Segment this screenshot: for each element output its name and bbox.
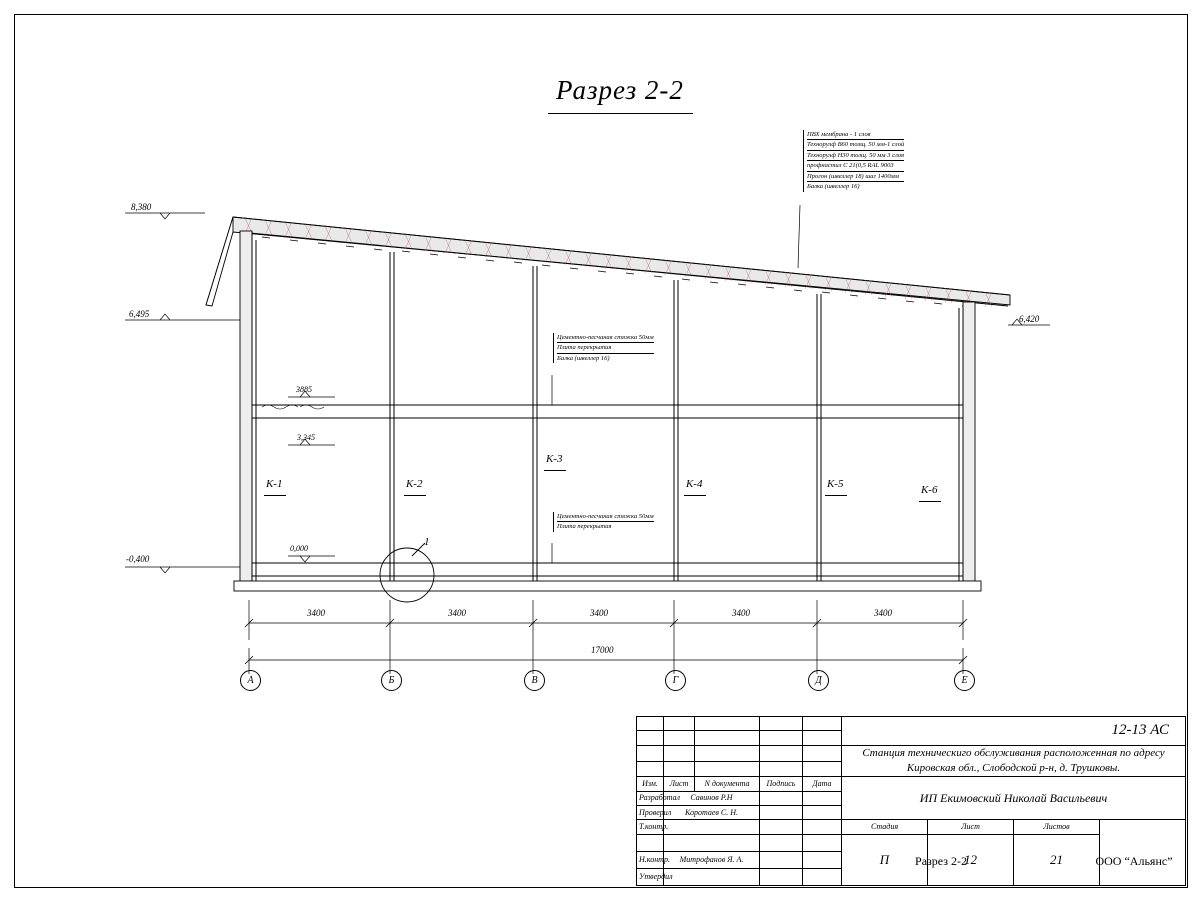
col-header-doc: N документа	[695, 777, 760, 791]
elevation-mark: 6,495	[129, 309, 150, 319]
col-header-sign: Подпись	[760, 777, 803, 791]
elevation-mark: 3,345	[297, 433, 315, 442]
sheets-value: 21	[1050, 852, 1063, 868]
column-mark: К-6	[921, 484, 938, 496]
note-line: Цементно-песчаная стяжка 50мм	[557, 333, 654, 343]
company-cell	[1100, 820, 1186, 886]
note-line: Плита перекрытия	[557, 343, 654, 353]
col-header-izm: Изм.	[637, 777, 664, 791]
stage-value: П	[879, 852, 890, 868]
dimension-span: 3400	[448, 608, 466, 618]
note-line: Технорулф Н30 толщ. 50 мм 3 слоя	[807, 151, 904, 161]
role-name	[664, 868, 760, 885]
axis-marker-a: А	[240, 670, 261, 691]
column-mark: К-3	[546, 453, 563, 465]
axis-marker-g: Г	[665, 670, 686, 691]
role-name: Савинов Р.Н	[664, 791, 760, 805]
role-name	[664, 834, 760, 851]
sheets-header: Листов	[1014, 820, 1100, 834]
note-line: Цементно-песчаная стяжка 50мм	[557, 512, 654, 522]
elevation-mark: 0,000	[290, 544, 308, 553]
column-mark-underline	[919, 501, 941, 502]
col-header-list: Лист	[664, 777, 695, 791]
role-label: Проверил	[637, 806, 664, 820]
object-line-2: Кировская обл., Слободской р-н, д. Трушковы.	[906, 761, 1121, 774]
column-mark: К-1	[266, 478, 283, 490]
sheet-code: 12-13 АС	[1111, 722, 1169, 739]
role-label: Т.контр.	[637, 820, 664, 834]
dimension-span: 3400	[590, 608, 608, 618]
column-mark-underline	[825, 495, 847, 496]
title-block	[636, 716, 1186, 886]
role-label: Н.контр.	[637, 851, 664, 868]
dimension-span: 3400	[307, 608, 325, 618]
drawing-name: Разрез 2-2	[915, 854, 967, 868]
col-header-date: Дата	[803, 777, 842, 791]
sheet-header: Лист	[928, 820, 1014, 834]
note-line: ПВХ мембрана - 1 слоя	[807, 130, 904, 140]
axis-marker-b: Б	[381, 670, 402, 691]
dimension-span: 3400	[732, 608, 750, 618]
axis-marker-e: Е	[954, 670, 975, 691]
axis-marker-d: Д	[808, 670, 829, 691]
elevation-mark: 3885	[296, 385, 312, 394]
role-name: Митрофанов Я. А.	[664, 851, 760, 868]
elevation-mark: 6,420	[1019, 314, 1040, 324]
lower-floor-note	[553, 512, 654, 532]
note-line: профнастил С 21(0,5 RAL 9003	[807, 161, 904, 171]
role-name	[664, 820, 760, 834]
stage-header: Стадия	[842, 820, 928, 834]
role-label: Разработал	[637, 791, 664, 805]
note-line: Плита перекрытия	[557, 523, 612, 531]
axis-marker-v: В	[524, 670, 545, 691]
roof-structure-note	[803, 130, 904, 192]
sheet-value: 12	[964, 852, 977, 868]
customer-name: ИП Екимовский Николай Васильевич	[919, 791, 1108, 806]
column-mark-underline	[404, 495, 426, 496]
note-line: Прогон (швеллер 18) шаг 1400мм	[807, 172, 904, 182]
role-label	[637, 834, 664, 851]
column-mark: К-5	[827, 478, 844, 490]
dimension-total: 17000	[591, 645, 614, 655]
column-mark: К-2	[406, 478, 423, 490]
page-title: Разрез 2-2	[556, 75, 684, 105]
object-line-1: Станция техническиго обслуживания расположенная по адресу	[862, 746, 1165, 759]
company-name: ООО “Альянс”	[1095, 854, 1173, 868]
column-mark-underline	[684, 495, 706, 496]
dimension-span: 3400	[874, 608, 892, 618]
upper-floor-note	[553, 333, 654, 363]
elevation-mark: -0,400	[126, 554, 150, 564]
role-label: Утвердил	[637, 868, 664, 885]
column-mark: К-4	[686, 478, 703, 490]
column-mark-underline	[544, 470, 566, 471]
role-name: Коротаев С. Н.	[664, 806, 760, 820]
node-callout: 1	[424, 536, 430, 548]
column-mark-underline	[264, 495, 286, 496]
note-line: Балка (швеллер 16)	[557, 354, 610, 362]
elevation-mark: 8,380	[131, 202, 152, 212]
note-line: Балка (швеллер 16)	[807, 183, 860, 191]
note-line: Технорулф В60 толщ. 50 мм-1 слой	[807, 140, 904, 150]
